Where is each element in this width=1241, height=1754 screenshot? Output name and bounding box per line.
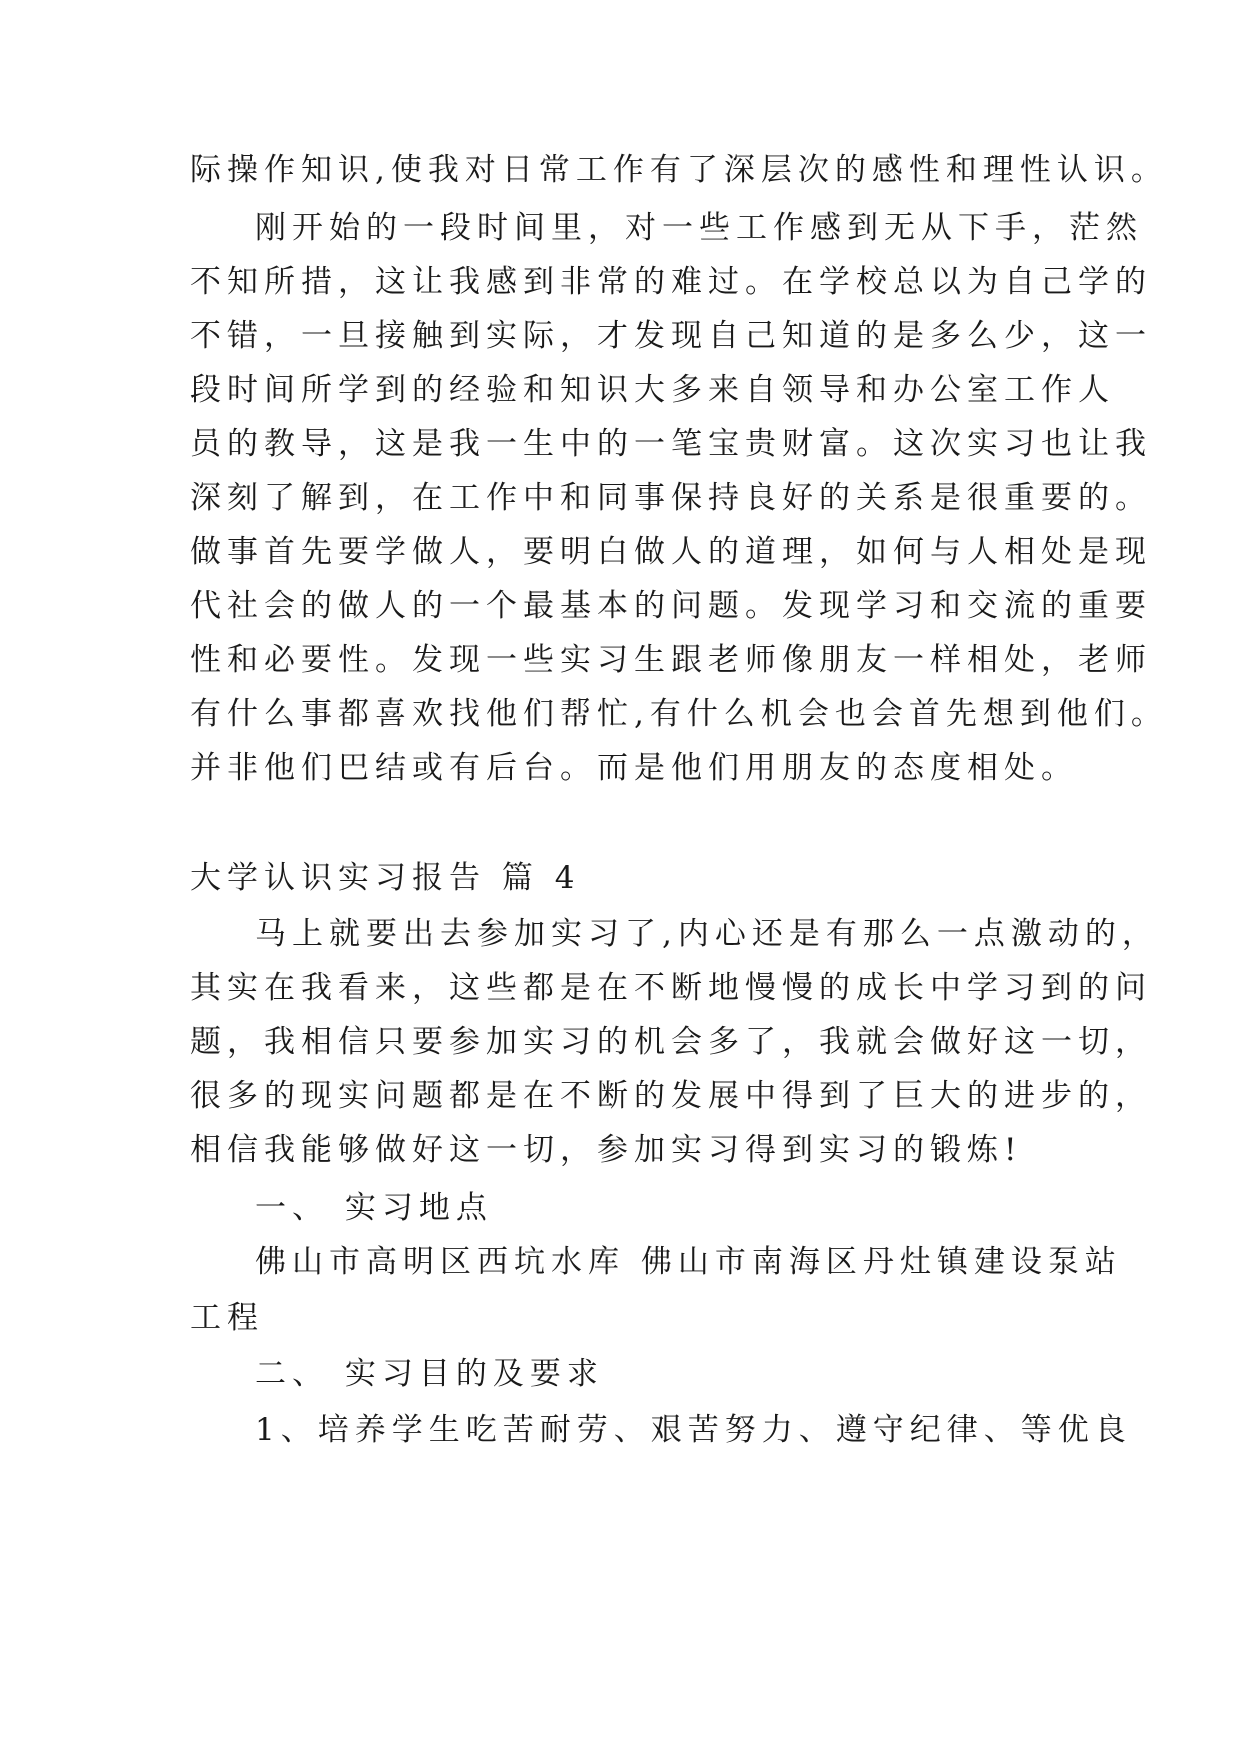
body-line: 员的教导，这是我一生中的一笔宝贵财富。这次实习也让我 (190, 426, 1152, 462)
body-line: 性和必要性。发现一些实习生跟老师像朋友一样相处，老师 (190, 642, 1152, 678)
subsection-heading: 一、 实习地点 (255, 1190, 493, 1226)
body-line: 不知所措，这让我感到非常的难过。在学校总以为自己学的 (190, 264, 1152, 300)
paragraph-first-line: 马上就要出去参加实习了,内心还是有那么一点激动的， (255, 916, 1159, 952)
body-line: 做事首先要学做人，要明白做人的道理，如何与人相处是现 (190, 534, 1152, 570)
paragraph-first-line: 刚开始的一段时间里，对一些工作感到无从下手，茫然 (255, 210, 1143, 246)
body-line: 有什么事都喜欢找他们帮忙,有什么机会也会首先想到他们。 (190, 696, 1168, 732)
section-heading: 大学认识实习报告 篇 4 (190, 860, 581, 896)
body-line: 不错，一旦接触到实际，才发现自己知道的是多么少，这一 (190, 318, 1152, 354)
list-item: 1、培养学生吃苦耐劳、艰苦努力、遵守纪律、等优良 (255, 1412, 1132, 1448)
body-line: 题，我相信只要参加实习的机会多了，我就会做好这一切， (190, 1024, 1152, 1060)
body-line: 并非他们巴结或有后台。而是他们用朋友的态度相处。 (190, 750, 1078, 786)
body-line: 际操作知识,使我对日常工作有了深层次的感性和理性认识。 (190, 152, 1168, 188)
body-line: 相信我能够做好这一切，参加实习得到实习的锻炼! (190, 1132, 1023, 1168)
body-line: 代社会的做人的一个最基本的问题。发现学习和交流的重要 (190, 588, 1152, 624)
body-line: 工程 (190, 1300, 264, 1336)
body-line: 段时间所学到的经验和知识大多来自领导和办公室工作人 (190, 372, 1115, 408)
subsection-heading: 二、 实习目的及要求 (255, 1356, 604, 1392)
body-line: 深刻了解到，在工作中和同事保持良好的关系是很重要的。 (190, 480, 1152, 516)
paragraph-first-line: 佛山市高明区西坑水库 佛山市南海区丹灶镇建设泵站 (255, 1244, 1122, 1280)
body-line: 其实在我看来，这些都是在不断地慢慢的成长中学习到的问 (190, 970, 1152, 1006)
body-line: 很多的现实问题都是在不断的发展中得到了巨大的进步的， (190, 1078, 1152, 1114)
